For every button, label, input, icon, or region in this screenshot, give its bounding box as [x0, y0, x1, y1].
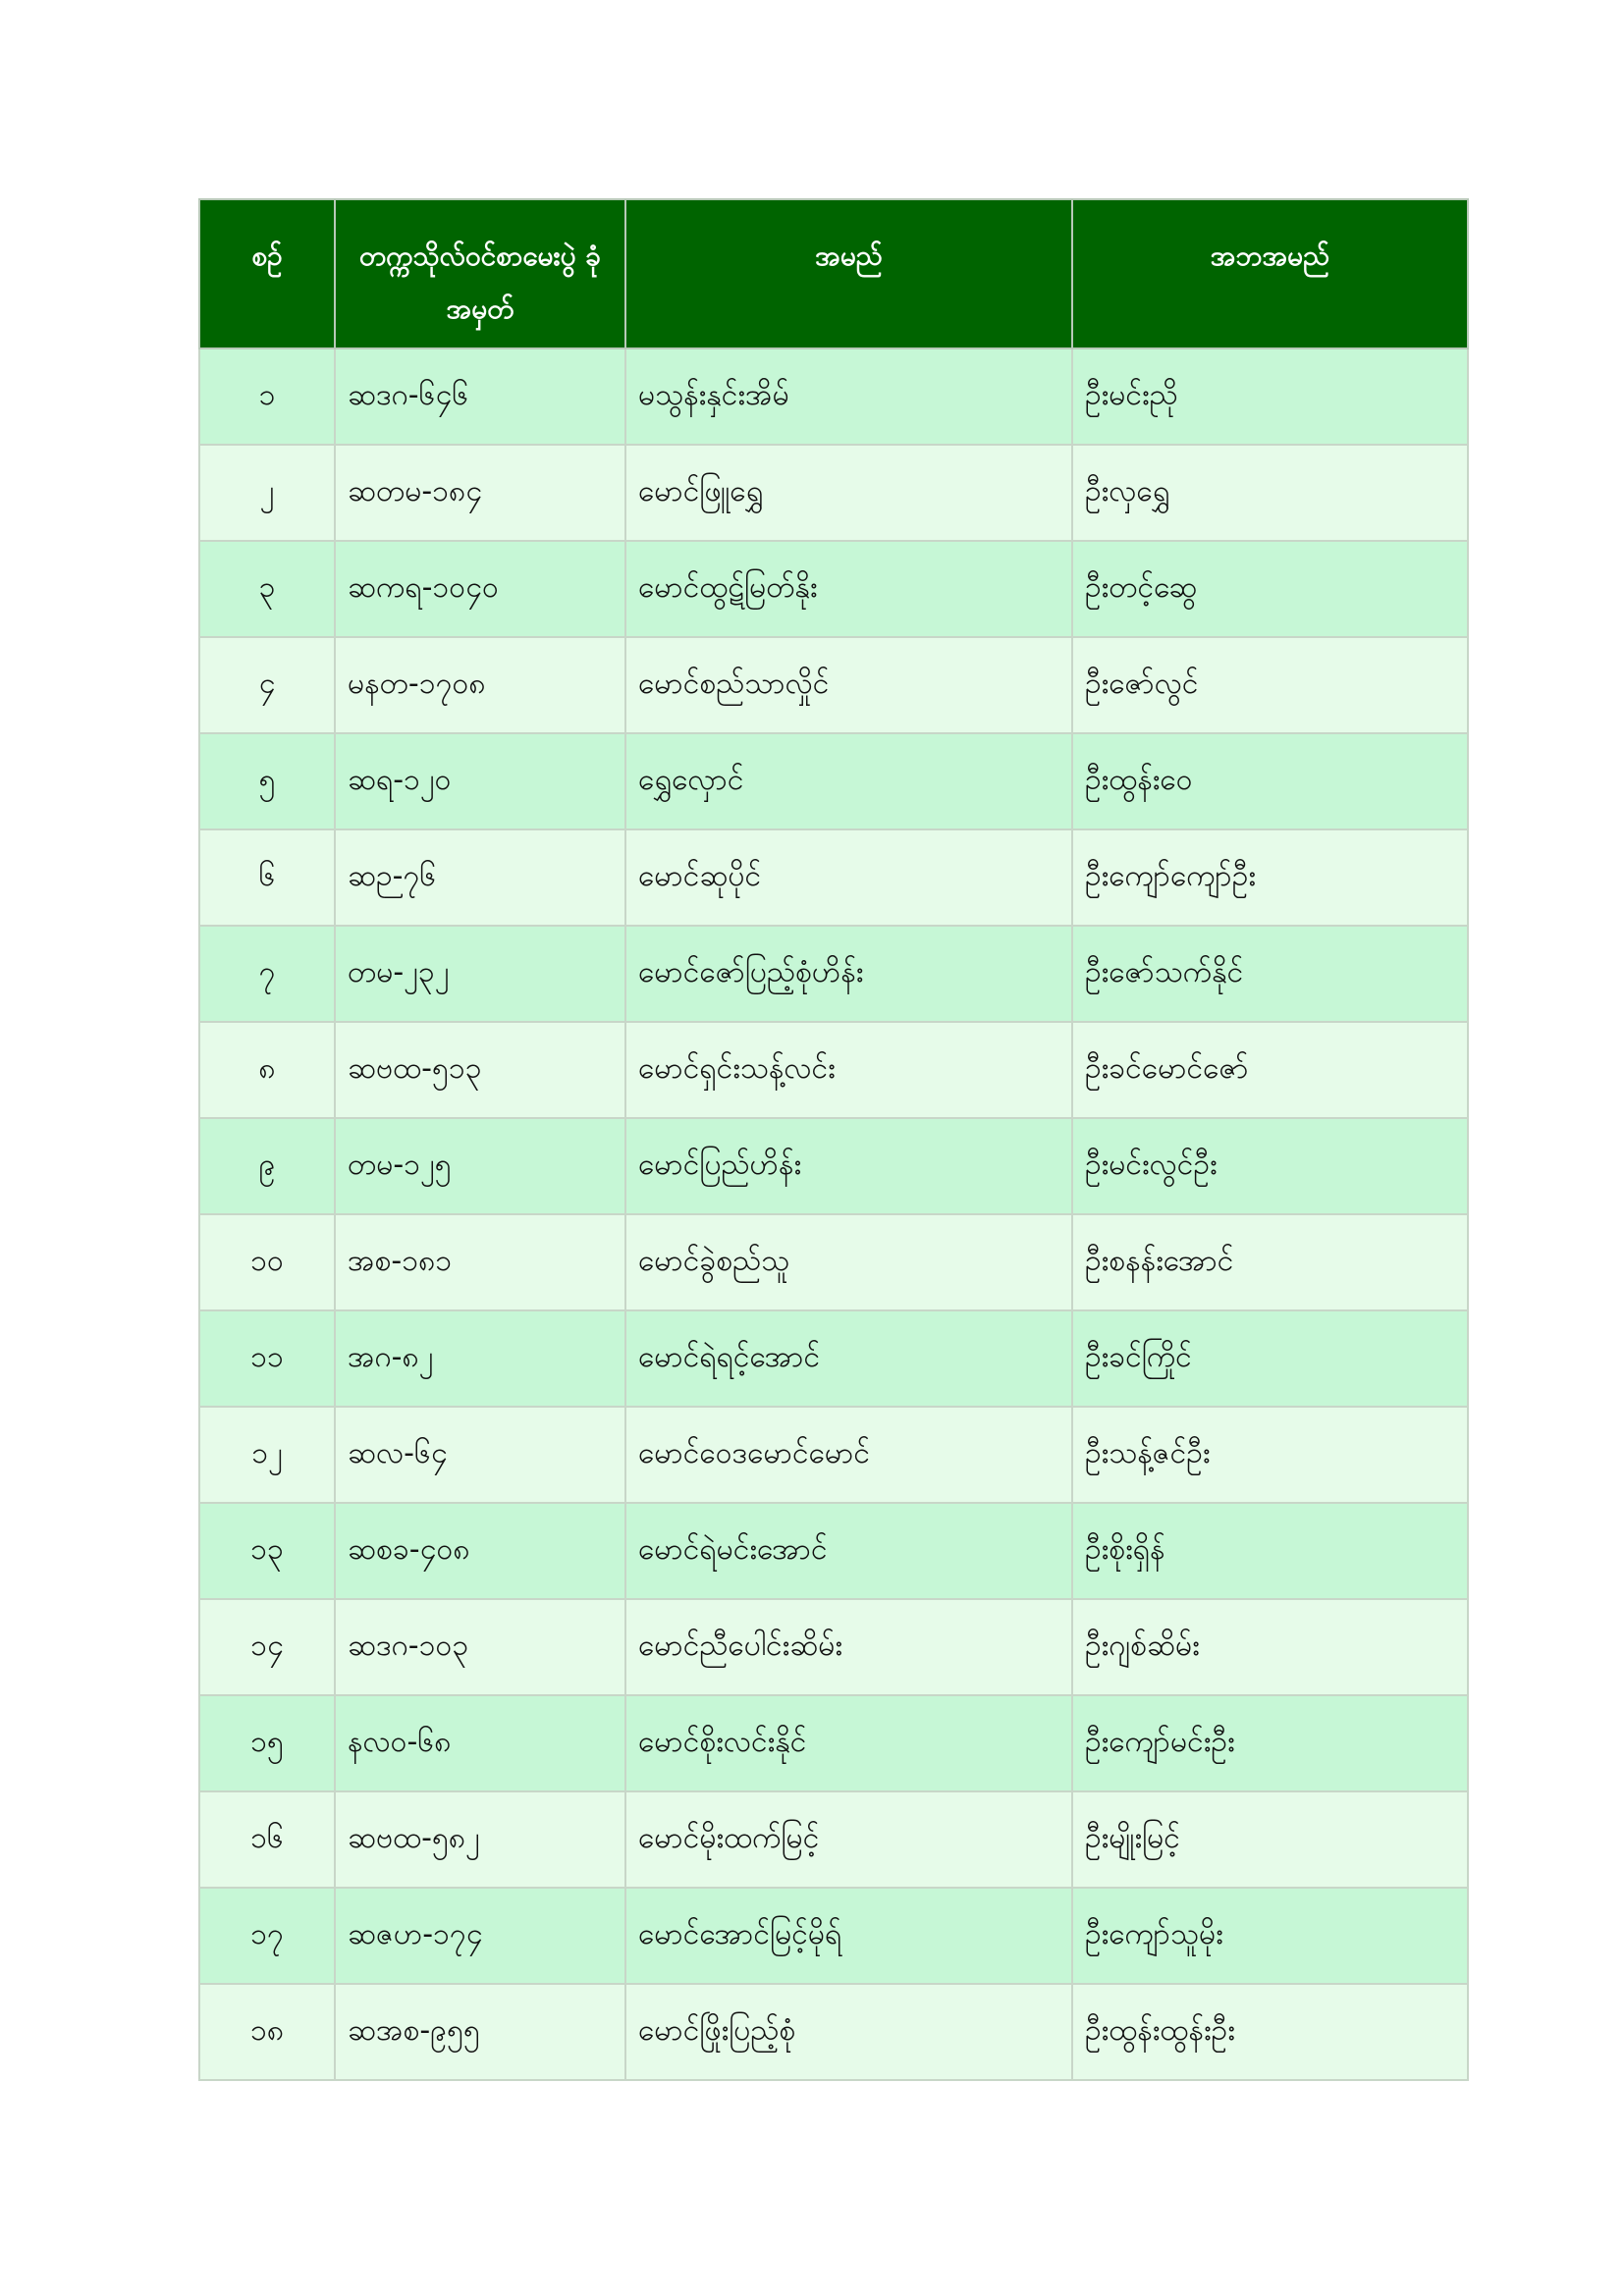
roll-number-cell: ဆဗထ-၅၁၃ [335, 1022, 625, 1118]
table-row [199, 1888, 1468, 1984]
father-name-cell: ဦးခင်မောင်ဇော် [1072, 1022, 1468, 1118]
serial-number-cell: ၁၄ [199, 1599, 335, 1695]
header-roll-number: တက္ကသိုလ်ဝင်စာမေးပွဲ ခုံအမှတ် [335, 199, 625, 348]
student-name-cell: မောင်ရှင်းသန့်လင်း [625, 1022, 1072, 1118]
serial-number-cell: ၅ [199, 733, 335, 829]
father-name-cell: ဦးထွန်းထွန်းဦး [1072, 1984, 1468, 2080]
roll-number-cell: မနတ-၁၇၀၈ [335, 637, 625, 733]
roll-number-cell: ဆဇဟ-၁၇၄ [335, 1888, 625, 1984]
father-name-cell: ဦးမင်းလွင်ဦး [1072, 1118, 1468, 1214]
results-table [198, 198, 1469, 2081]
serial-number-cell: ၁၂ [199, 1407, 335, 1503]
serial-number-cell: ၈ [199, 1022, 335, 1118]
roll-number-cell: ဆလ-၆၄ [335, 1407, 625, 1503]
serial-number-cell: ၆ [199, 829, 335, 926]
header-father-name: အဘအမည် [1072, 199, 1468, 348]
serial-number-cell: ၁ [199, 348, 335, 445]
table-row [199, 1214, 1468, 1310]
table-row [199, 733, 1468, 829]
roll-number-cell: နလ၀-၆၈ [335, 1695, 625, 1791]
serial-number-cell: ၁၅ [199, 1695, 335, 1791]
student-name-cell: မောင်အောင်မြင့်မိုရ် [625, 1888, 1072, 1984]
roll-number-cell: ဆအစ-၉၅၅ [335, 1984, 625, 2080]
roll-number-cell: ဆဒဂ-၆၄၆ [335, 348, 625, 445]
table-row [199, 1695, 1468, 1791]
student-name-cell: မောင်ထွဋ်မြတ်နိုး [625, 541, 1072, 637]
header-row [199, 199, 1468, 348]
student-name-cell: မောင်ညီပေါင်းဆိမ်း [625, 1599, 1072, 1695]
student-name-cell: မောင်ဝေဒမောင်မောင် [625, 1407, 1072, 1503]
table-row [199, 1984, 1468, 2080]
serial-number-cell: ၁၆ [199, 1791, 335, 1888]
father-name-cell: ဦးဂျစ်ဆိမ်း [1072, 1599, 1468, 1695]
table-row [199, 1503, 1468, 1599]
father-name-cell: ဦးသန့်ဇင်ဦး [1072, 1407, 1468, 1503]
father-name-cell: ဦးဇော်သက်နိုင် [1072, 926, 1468, 1022]
table-row [199, 829, 1468, 926]
father-name-cell: ဦးကျော်သူမိုး [1072, 1888, 1468, 1984]
serial-number-cell: ၁၃ [199, 1503, 335, 1599]
father-name-cell: ဦးစနန်းအောင် [1072, 1214, 1468, 1310]
father-name-cell: ဦးထွန်းဝေ [1072, 733, 1468, 829]
serial-number-cell: ၉ [199, 1118, 335, 1214]
table-row [199, 1118, 1468, 1214]
student-name-cell: မောင်ရဲရင့်အောင် [625, 1310, 1072, 1407]
student-name-cell: မောင်ဆုပိုင် [625, 829, 1072, 926]
student-name-cell: မောင်မိုးထက်မြင့် [625, 1791, 1072, 1888]
student-name-cell: မောင်ဖြိုးပြည့်စုံ [625, 1984, 1072, 2080]
student-name-cell: မောင်ပြည်ဟိန်း [625, 1118, 1072, 1214]
roll-number-cell: ဆတမ-၁၈၄ [335, 445, 625, 541]
table-row [199, 1022, 1468, 1118]
table-row [199, 348, 1468, 445]
roll-number-cell: တမ-၁၂၅ [335, 1118, 625, 1214]
roll-number-cell: တမ-၂၃၂ [335, 926, 625, 1022]
table-row [199, 1791, 1468, 1888]
header-serial-number: စဉ် [199, 199, 335, 348]
roll-number-cell: ဆဒဂ-၁၀၃ [335, 1599, 625, 1695]
table-row [199, 637, 1468, 733]
roll-number-cell: ဆဗထ-၅၈၂ [335, 1791, 625, 1888]
serial-number-cell: ၂ [199, 445, 335, 541]
table-row [199, 1599, 1468, 1695]
serial-number-cell: ၄ [199, 637, 335, 733]
table-row [199, 926, 1468, 1022]
father-name-cell: ဦးမျိုးမြင့် [1072, 1791, 1468, 1888]
serial-number-cell: ၇ [199, 926, 335, 1022]
student-name-cell: မောင်ခွဲစည်သူ [625, 1214, 1072, 1310]
header-student-name: အမည် [625, 199, 1072, 348]
father-name-cell: ဦးတင့်ဆွေ [1072, 541, 1468, 637]
student-name-cell: မောင်ဇော်ပြည့်စုံဟိန်း [625, 926, 1072, 1022]
student-name-cell: မောင်ဖြူရွှေ [625, 445, 1072, 541]
student-name-cell: မောင်စိုးလင်းနိုင် [625, 1695, 1072, 1791]
table-row [199, 1310, 1468, 1407]
serial-number-cell: ၁၈ [199, 1984, 335, 2080]
table-header [199, 199, 1468, 348]
father-name-cell: ဦးလှရွှေ [1072, 445, 1468, 541]
table-row [199, 541, 1468, 637]
serial-number-cell: ၁၁ [199, 1310, 335, 1407]
father-name-cell: ဦးခင်ကြိုင် [1072, 1310, 1468, 1407]
roll-number-cell: ဆဉ-၇၆ [335, 829, 625, 926]
roll-number-cell: ဆရ-၁၂၀ [335, 733, 625, 829]
father-name-cell: ဦးကျော်ကျော်ဦး [1072, 829, 1468, 926]
student-name-cell: မောင်စည်သာလှိုင် [625, 637, 1072, 733]
table-row [199, 445, 1468, 541]
father-name-cell: ဦးဇော်လွင် [1072, 637, 1468, 733]
student-name-cell: မသွန်းနှင်းအိမ် [625, 348, 1072, 445]
table-row [199, 1407, 1468, 1503]
roll-number-cell: အဂ-၈၂ [335, 1310, 625, 1407]
father-name-cell: ဦးစိုးရှိန် [1072, 1503, 1468, 1599]
roll-number-cell: ဆကရ-၁၀၄၀ [335, 541, 625, 637]
father-name-cell: ဦးကျော်မင်းဦး [1072, 1695, 1468, 1791]
roll-number-cell: အစ-၁၈၁ [335, 1214, 625, 1310]
roll-number-cell: ဆစခ-၄၀၈ [335, 1503, 625, 1599]
serial-number-cell: ၁၀ [199, 1214, 335, 1310]
serial-number-cell: ၁၇ [199, 1888, 335, 1984]
student-name-cell: မောင်ရဲမင်းအောင် [625, 1503, 1072, 1599]
serial-number-cell: ၃ [199, 541, 335, 637]
table-body [199, 348, 1468, 2080]
student-name-cell: ရွှေလှောင် [625, 733, 1072, 829]
father-name-cell: ဦးမင်းညို [1072, 348, 1468, 445]
